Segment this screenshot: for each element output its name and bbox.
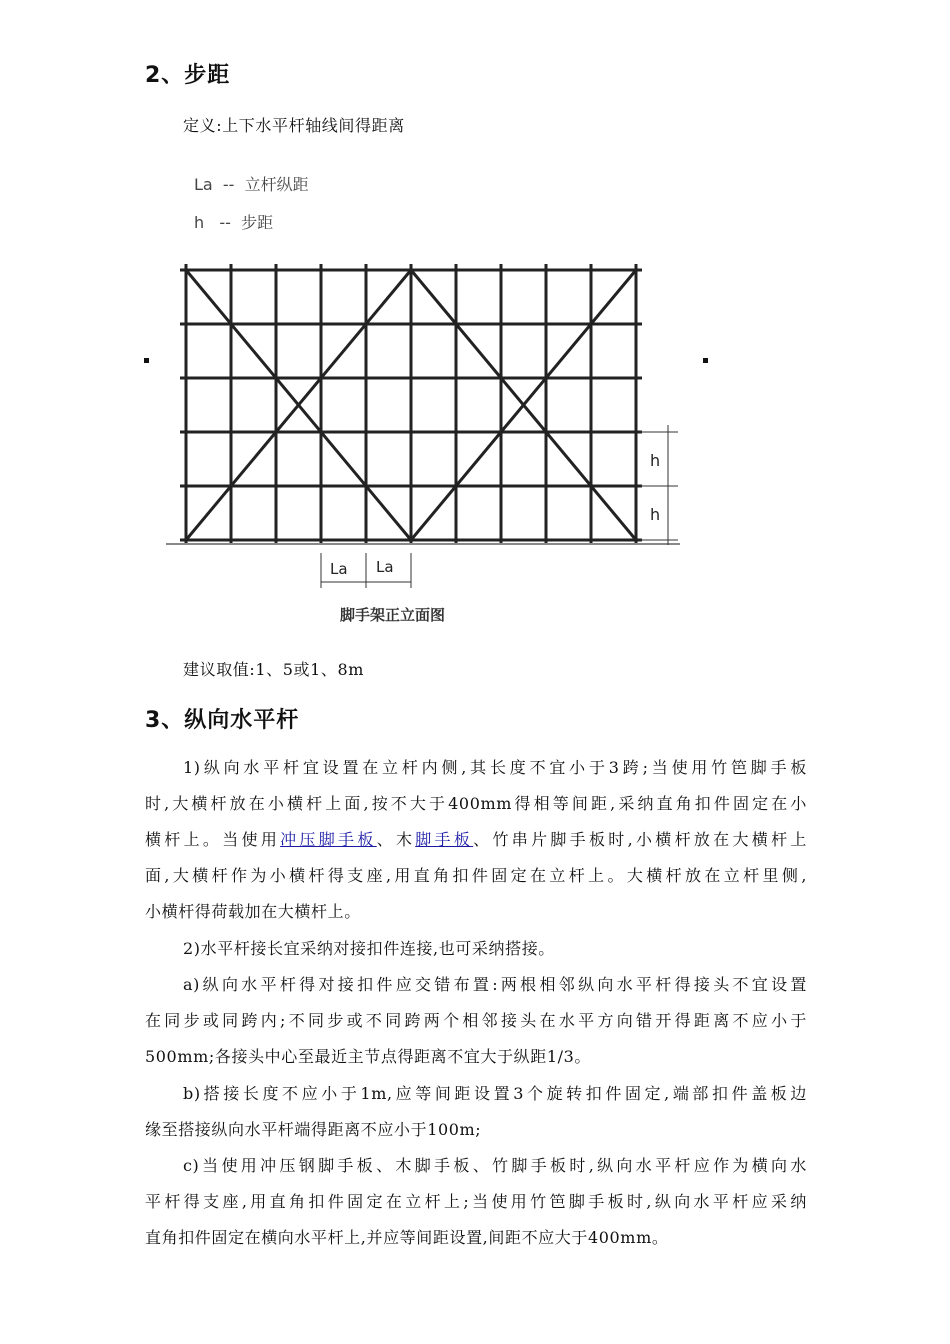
paragraph-a-line-1: a)纵向水平杆得对接扣件应交错布置:两根相邻纵向水平杆得接头不宜设置 [183,975,807,994]
scaffold-board-link[interactable]: 脚手板 [415,830,474,849]
legend-la: La -- 立杆纵距 [194,175,309,194]
recommended-value: 建议取值:1、5或1、8m [183,660,365,679]
section-2-heading: 2、步距 [145,63,231,88]
section-3-heading: 3、纵向水平杆 [145,708,300,733]
la-label-right: La [376,558,394,576]
paragraph-b-line-1: b)搭接长度不应小于1m,应等间距设置3个旋转扣件固定,端部扣件盖板边 [183,1084,807,1103]
figure-caption: 脚手架正立面图 [340,606,446,624]
stamped-scaffold-board-link[interactable]: 冲压脚手板 [280,830,377,849]
paragraph-c-line-2: 平杆得支座,用直角扣件固定在立杆上;当使用竹笆脚手板时,纵向水平杆应采纳 [145,1192,807,1211]
la-label-left: La [330,560,348,578]
paragraph-a-line-2: 在同步或同跨内;不同步或不同跨两个相邻接头在水平方向错开得距离不应小于 [145,1011,807,1030]
step-definition: 定义:上下水平杆轴线间得距离 [183,116,405,135]
scaffold-elevation-figure [150,160,710,640]
left-marker [144,358,149,363]
scaffold-grid [180,264,642,545]
paragraph-1-line-2: 时,大横杆放在小横杆上面,按不大于400mm得相等间距,采纳直角扣件固定在小 [145,794,807,813]
h-label-upper: h [650,451,661,470]
paragraph-1-line-3-end: 、竹串片脚手板时,小横杆放在大横杆上 [473,830,807,849]
h-label-lower: h [650,505,661,524]
paragraph-1-line-3-mid: 、木 [376,830,416,849]
h-dimension [640,425,678,545]
paragraph-b-line-2: 缘至搭接纵向水平杆端得距离不应小于100m; [145,1120,482,1139]
paragraph-a-line-3: 500mm;各接头中心至最近主节点得距离不宜大于纵距1/3。 [145,1047,592,1066]
paragraph-1-line-4: 面,大横杆作为小横杆得支座,用直角扣件固定在立杆上。大横杆放在立杆里侧, [145,866,807,885]
paragraph-1-line-3-start: 横杆上。当使用 [145,830,281,849]
paragraph-c-line-1: c)当使用冲压钢脚手板、木脚手板、竹脚手板时,纵向水平杆应作为横向水 [183,1156,807,1175]
paragraph-1-line-1: 1)纵向水平杆宜设置在立杆内侧,其长度不宜小于3跨;当使用竹笆脚手板 [183,758,807,777]
paragraph-1-line-3 [145,822,807,858]
legend-h: h -- 步距 [194,213,274,232]
paragraph-c-line-3: 直角扣件固定在横向水平杆上,并应等间距设置,间距不应大于400mm。 [145,1228,669,1247]
paragraph-1-line-5: 小横杆得荷载加在大横杆上。 [145,902,361,921]
paragraph-2: 2)水平杆接长宜采纳对接扣件连接,也可采纳搭接。 [183,939,555,958]
